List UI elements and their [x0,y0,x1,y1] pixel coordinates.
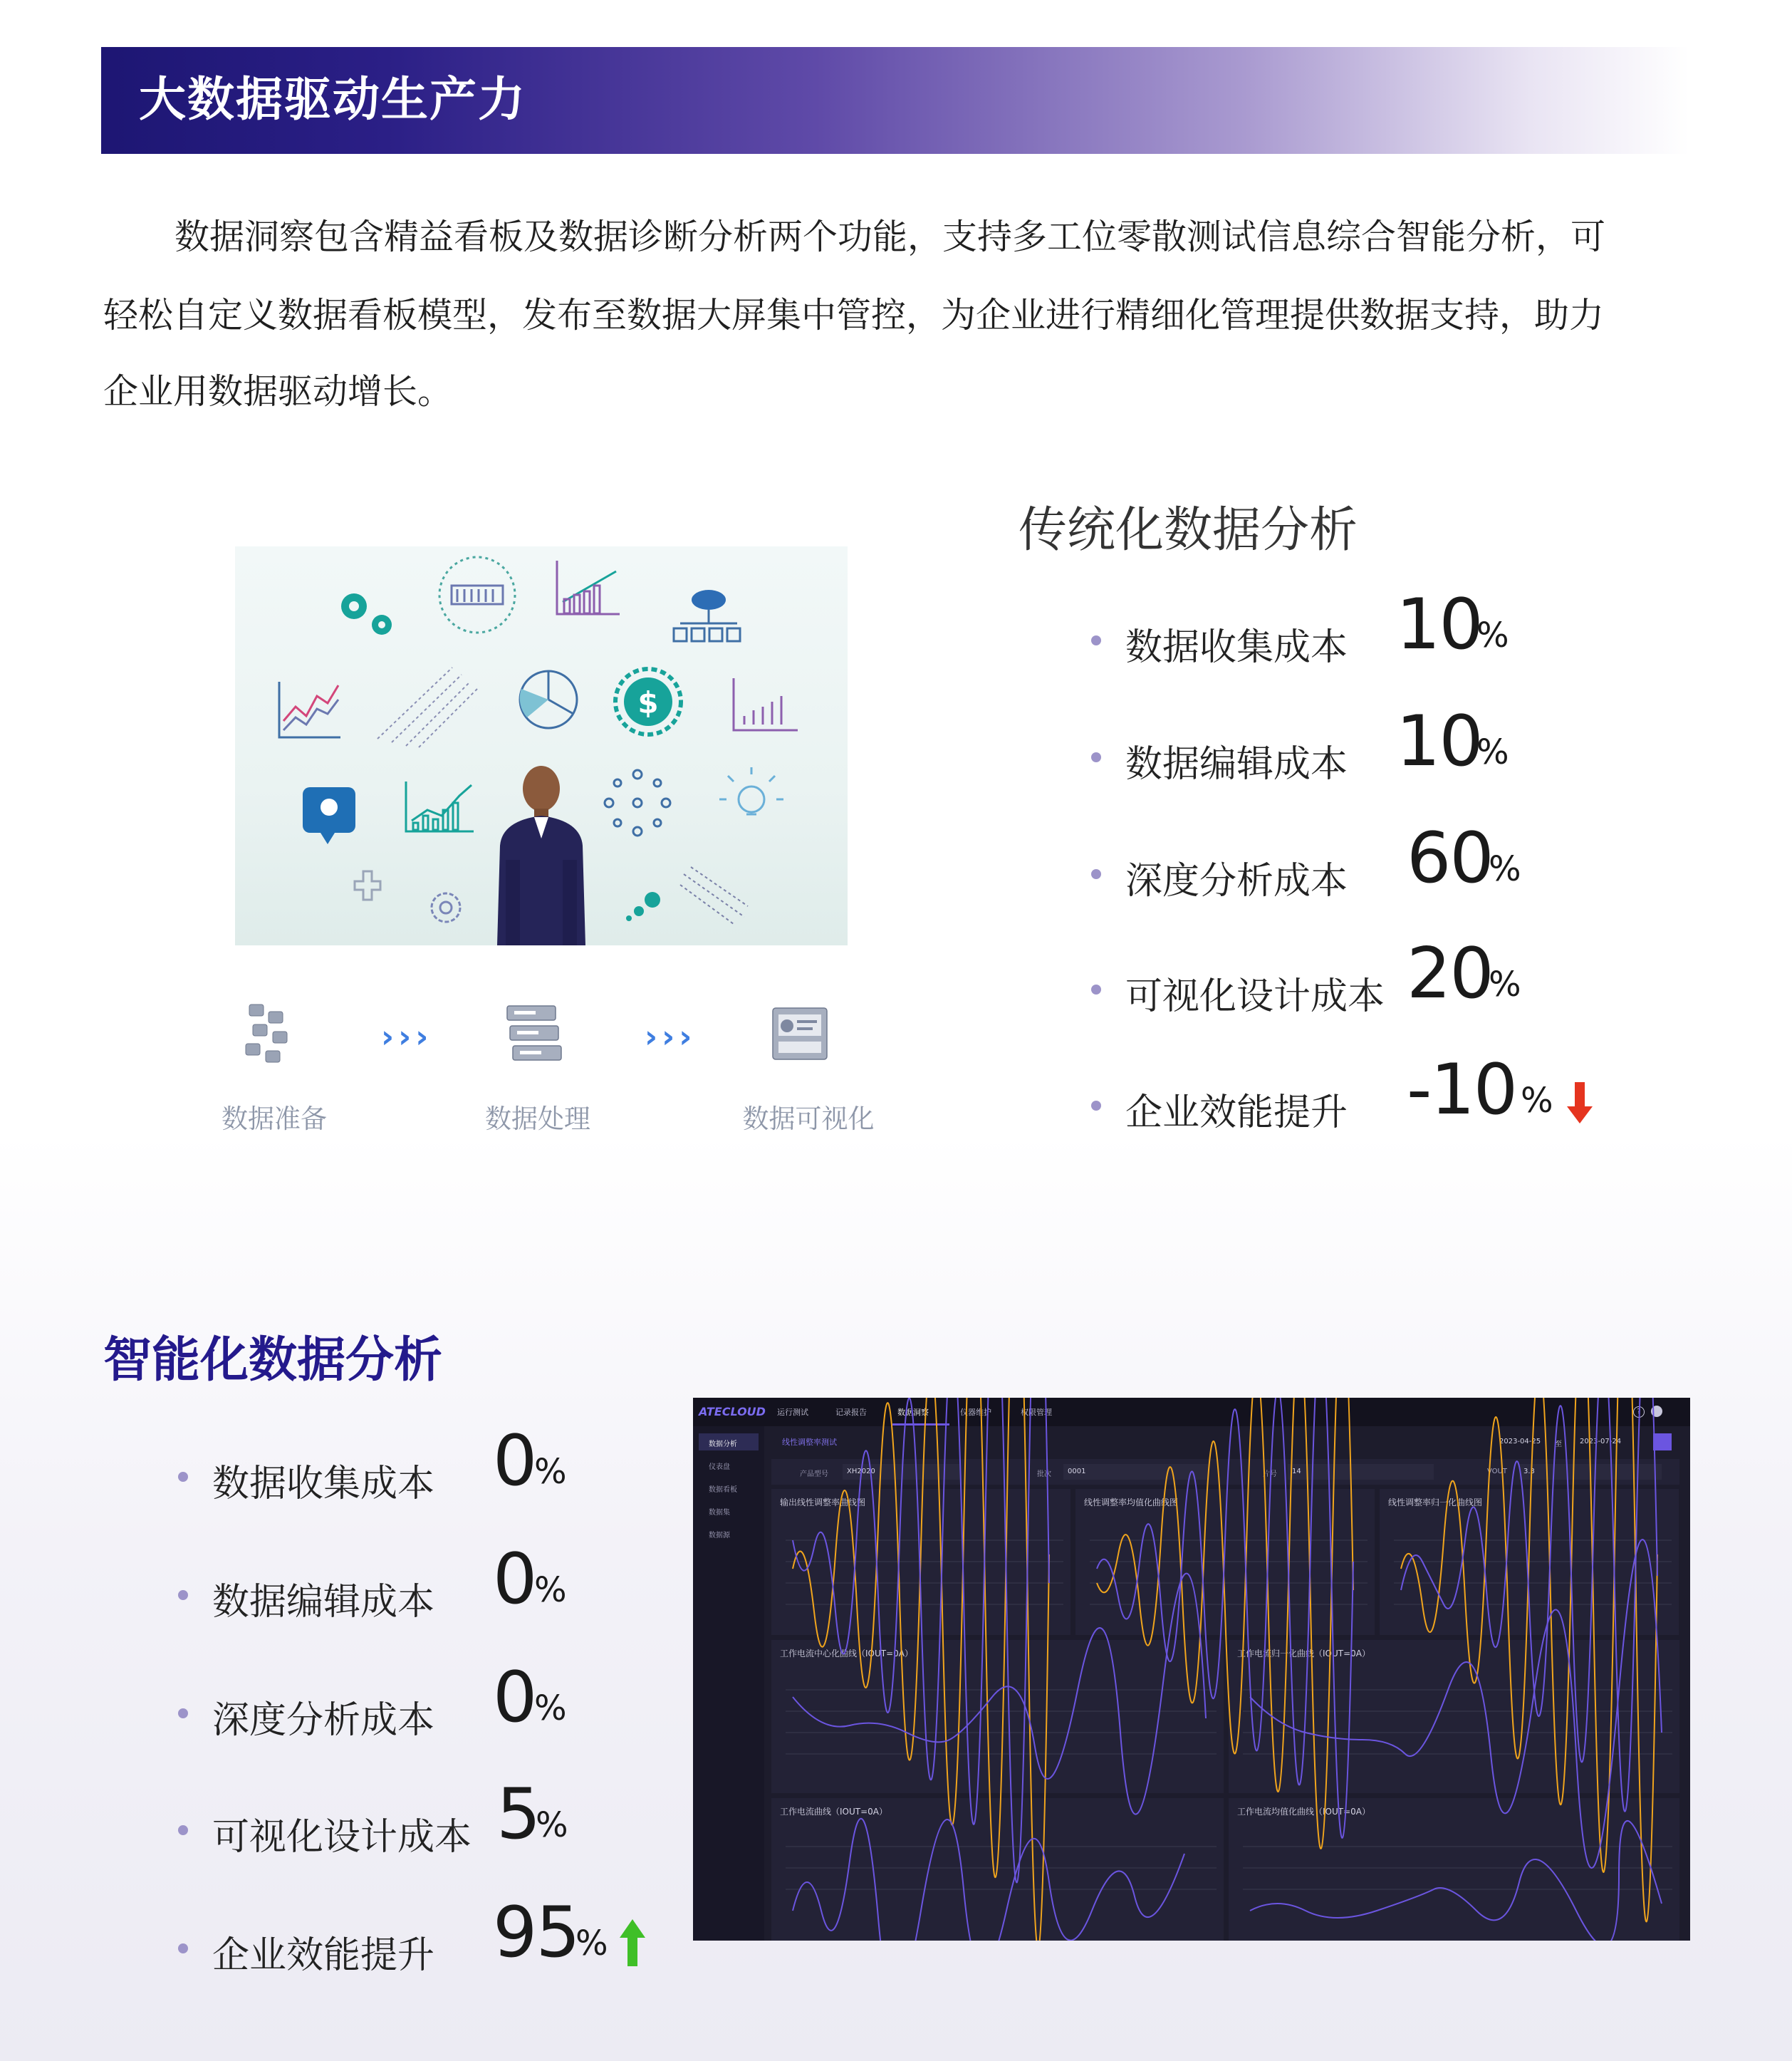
trad-unit-visual: % [1489,965,1521,1004]
chart-title: 线性调整率均值化曲线图 [1084,1497,1179,1507]
growth-chart-icon [557,561,620,614]
bullet-dot [178,1943,188,1953]
pie-chart-icon [520,671,577,728]
bullet-dot [1091,1101,1101,1111]
intro-line-1: 数据洞察包含精益看板及数据诊断分析两个功能，支持多工位零散测试信息综合智能分析，可 [174,217,1606,257]
arrow-down-icon [1566,1081,1594,1125]
diagonal-lines-icon [377,668,477,747]
chart-title: 输出线性调整率曲线图 [780,1497,866,1507]
filter-value: 0001 [1068,1468,1086,1475]
smart-value-collect: 0 [493,1421,536,1502]
bar-chart-icon [734,678,798,730]
sidebar-item-dataset[interactable]: 数据集 [709,1509,730,1517]
gears-icon [341,593,392,635]
trad-label-analysis: 深度分析成本 [1125,860,1348,903]
smart-heading: 智能化数据分析 [103,1332,443,1388]
filter-label: 产品型号 [800,1470,828,1478]
dollar-gear-icon [615,669,681,734]
nav-permission[interactable]: 权限管理 [1021,1408,1052,1417]
nav-run-test[interactable]: 运行测试 [777,1408,808,1417]
smart-unit-analysis: % [534,1688,567,1728]
help-icon[interactable]: ? [1633,1406,1645,1418]
smart-label-analysis: 深度分析成本 [212,1699,435,1742]
svg-text:$: $ [637,685,659,720]
trend-chart-icon [406,782,474,831]
bullet-dot [178,1708,188,1718]
chart-title: 线性调整率归一化曲线图 [1388,1497,1483,1507]
smart-unit-collect: % [534,1452,567,1492]
smart-label-edit: 数据编辑成本 [212,1581,435,1624]
trad-label-edit: 数据编辑成本 [1125,743,1348,786]
filter-label: 片号 [1263,1470,1277,1478]
trad-value-visual: 20 [1407,933,1493,1014]
bullet-dot [1091,752,1101,762]
dashboard-chart-lines [693,1398,1690,1941]
trad-unit-analysis: % [1489,849,1521,889]
chart-title: 工作电流中心化曲线（IOUT=0A） [780,1649,913,1658]
flow-step-visualize: 数据可视化 [742,1104,875,1134]
sidebar-item-board[interactable]: 数据看板 [709,1486,737,1494]
nav-data-insight[interactable]: 数据洞察 [897,1408,929,1417]
date-separator: 至 [1555,1440,1562,1448]
small-gear-icon [432,893,460,922]
lightbulb-icon [719,767,783,814]
sidebar-item-datasource[interactable]: 数据源 [709,1532,730,1540]
line-chart-icon [279,682,340,737]
flow-step-prep: 数据准备 [222,1104,327,1134]
smart-value-visual: 5 [496,1774,540,1855]
smart-label-collect: 数据收集成本 [212,1463,435,1505]
chart-title: 工作电流曲线（IOUT=0A） [780,1807,887,1817]
trad-value-analysis: 60 [1407,818,1493,899]
trad-unit-edit: % [1476,732,1509,772]
dashboard-screenshot [693,1398,1690,1941]
businessman-figure [497,766,585,945]
trad-label-visual: 可视化设计成本 [1125,975,1385,1018]
arrow-up-icon [618,1918,647,1968]
date-from[interactable]: 2023-04-25 [1499,1438,1541,1445]
filter-label: VOUT [1487,1468,1507,1475]
smart-unit-visual: % [536,1805,568,1845]
bullet-dot [1091,635,1101,645]
network-nodes-icon [605,770,670,836]
dashboard-page-title[interactable]: 线性调整率测试 [782,1438,837,1447]
filter-label: 批次 [1037,1470,1051,1478]
smart-label-efficiency: 企业效能提升 [212,1934,435,1977]
chart-title: 工作电流归一化曲线（IOUT=0A） [1237,1649,1370,1658]
bar-circle-icon [439,557,515,633]
data-prep-icon [239,997,303,1076]
trad-label-efficiency: 企业效能提升 [1125,1091,1348,1134]
bullet-dot [178,1825,188,1835]
sidebar-item-analysis[interactable]: 数据分析 [709,1440,737,1448]
arrows-icon [680,867,748,924]
intro-line-3: 企业用数据驱动增长。 [103,371,453,412]
plus-icon [355,871,380,900]
intro-line-2: 轻松自定义数据看板模型，发布至数据大屏集中管控，为企业进行精细化管理提供数据支持，助力 [103,295,1605,336]
trad-value-collect: 10 [1396,584,1482,665]
sidebar-item-dashboard[interactable]: 仪表盘 [709,1463,730,1471]
nav-records[interactable]: 记录报告 [835,1408,867,1417]
smart-value-edit: 0 [493,1539,536,1620]
filter-value: XH2020 [847,1468,875,1475]
smart-value-efficiency: 95 [493,1892,579,1973]
date-to[interactable]: 2023-07-24 [1580,1438,1622,1445]
flow-arrow-1: ››› [381,1019,433,1055]
data-visualization-icon [766,997,837,1076]
cloud-network-icon [674,590,740,641]
dots-icon [626,892,660,921]
smart-unit-edit: % [534,1570,567,1610]
trad-label-collect: 数据收集成本 [1125,626,1348,669]
filter-value: 3.3 [1523,1468,1535,1475]
traditional-heading: 传统化数据分析 [1019,502,1358,559]
trad-unit-collect: % [1476,616,1509,655]
trad-value-edit: 10 [1396,701,1482,782]
smart-label-visual: 可视化设计成本 [212,1816,472,1859]
trad-unit-efficiency: % [1521,1081,1553,1121]
bullet-dot [178,1590,188,1600]
flow-arrow-2: ››› [645,1019,697,1055]
flow-step-process: 数据处理 [485,1104,590,1134]
chart-title: 工作电流均值化曲线（IOUT=0A） [1237,1807,1370,1817]
idea-bubble-icon [303,787,355,844]
smart-value-analysis: 0 [493,1657,536,1738]
trad-value-efficiency: -10 [1407,1049,1517,1131]
dashboard-brand: ATECLOUD [699,1405,766,1418]
data-process-icon [499,997,570,1076]
bullet-dot [1091,869,1101,879]
nav-instrument[interactable]: 仪器维护 [960,1408,991,1417]
data-illustration [235,546,848,945]
bullet-dot [1091,985,1101,995]
bullet-dot [178,1472,188,1482]
page-title: 大数据驱动生产力 [139,72,526,127]
smart-unit-efficiency: % [575,1924,608,1963]
filter-value: 14 [1292,1468,1301,1475]
